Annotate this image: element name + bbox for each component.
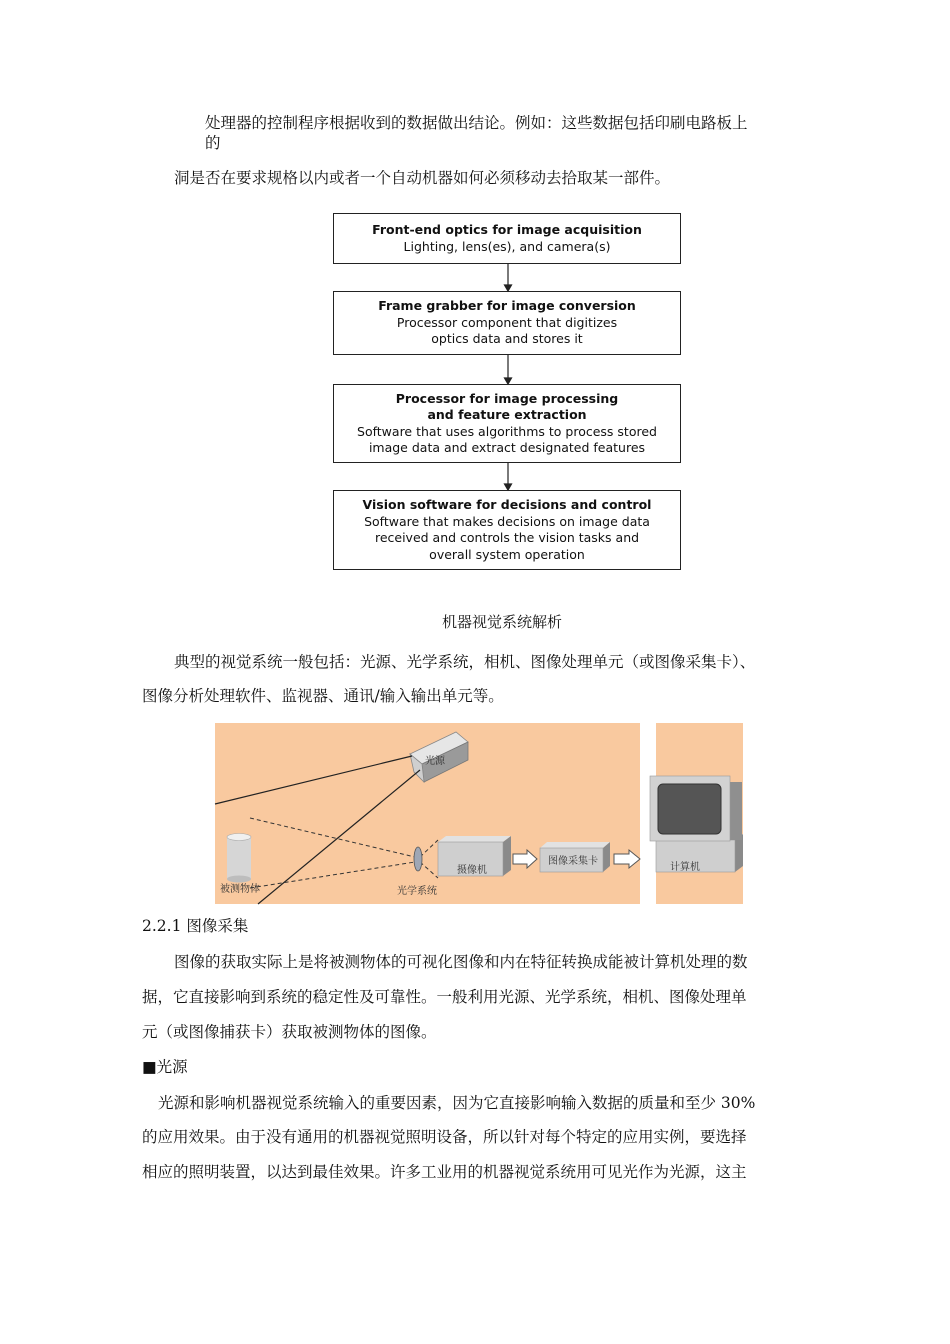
paragraph-line: 的 <box>205 134 221 152</box>
flowchart-box-title: Front-end optics for image acquisition <box>372 222 642 237</box>
paragraph-line: 洞是否在要求规格以内或者一个自动机器如何必须移动去拾取某一部件。 <box>174 169 671 187</box>
capture-card-label: 图像采集卡 <box>548 856 598 867</box>
flowchart-box-vision-software <box>333 490 681 570</box>
vision-system-diagram <box>0 720 950 920</box>
flowchart-box-processor <box>333 384 681 463</box>
computer-icon <box>650 776 743 872</box>
paragraph-line: 典型的视觉系统一般包括：光源、光学系统，相机、图像处理单元（或图像采集卡）、 <box>174 653 756 671</box>
flowchart-box-desc: Processor component that digitizes optics data and stores it <box>396 314 618 347</box>
lens-icon <box>414 847 422 871</box>
optics-label: 光学系统 <box>397 886 437 897</box>
figure-caption: 机器视觉系统解析 <box>442 613 563 631</box>
paragraph-line: 相应的照明装置，以达到最佳效果。许多工业用的机器视觉系统用可见光作为光源，这主 <box>142 1163 747 1181</box>
paragraph-line: 元（或图像捕获卡）获取被测物体的图像。 <box>142 1023 437 1041</box>
paragraph-line: 图像分析处理软件、监视器、通讯/输入输出单元等。 <box>142 687 504 705</box>
object-cylinder-icon <box>227 834 251 883</box>
camera-label: 摄像机 <box>457 865 487 876</box>
flowchart-box-title: Processor for image processing and feature extraction <box>395 390 619 422</box>
flowchart-box-desc: Lighting, lens(es), and camera(s) <box>403 238 611 254</box>
flowchart-box-title: Vision software for decisions and control <box>362 497 652 512</box>
paragraph-line: 据，它直接影响到系统的稳定性及可靠性。一般利用光源、光学系统，相机、图像处理单 <box>142 988 747 1006</box>
paragraph-line: 的应用效果。由于没有通用的机器视觉照明设备，所以针对每个特定的应用实例，要选择 <box>142 1128 747 1146</box>
paragraph-line: 处理器的控制程序根据收到的数据做出结论。例如：这些数据包括印刷电路板上 <box>205 114 748 132</box>
light-source-label: 光源 <box>425 756 445 767</box>
flowchart-box-desc: Software that uses algorithms to process stored image data and extract designated features <box>357 423 657 455</box>
paragraph-line: 光源和影响机器视觉系统输入的重要因素，因为它直接影响输入数据的质量和至少 30% <box>158 1094 756 1112</box>
flowchart-box-title: Frame grabber for image conversion <box>378 298 636 314</box>
subsection-heading: ■光源 <box>142 1058 188 1076</box>
paragraph-line: 图像的获取实际上是将被测物体的可视化图像和内在特征转换成能被计算机处理的数 <box>174 953 748 971</box>
object-label: 被测物体 <box>220 884 260 895</box>
section-heading: 2.2.1 图像采集 <box>142 917 249 935</box>
flowchart-box-desc: Software that makes decisions on image data received and controls the vision tasks and overall system operation <box>364 513 650 562</box>
computer-label: 计算机 <box>670 862 700 873</box>
flowchart-box-acquisition <box>333 213 681 264</box>
flowchart-box-frame-grabber <box>333 291 681 355</box>
